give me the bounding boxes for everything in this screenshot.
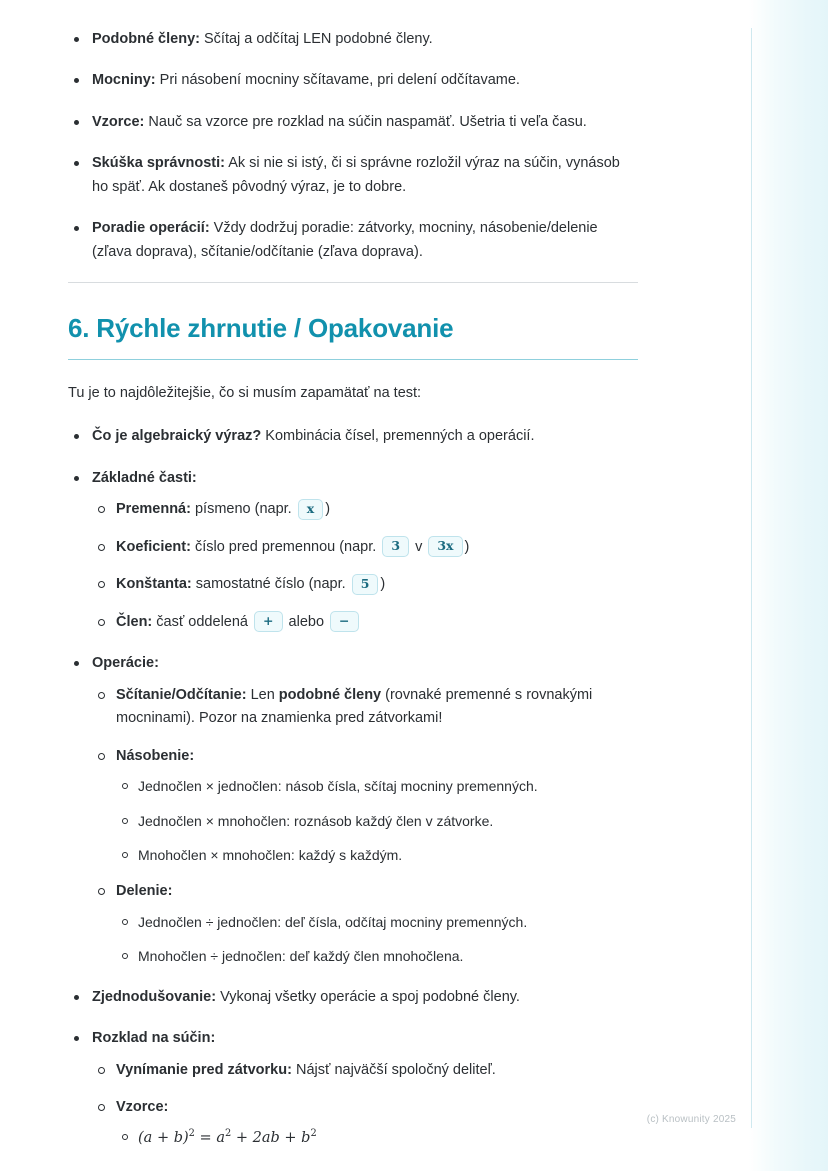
basics-sublist	[92, 498, 638, 634]
multiplication-sublist	[116, 775, 638, 866]
addition-text-1: Len	[246, 686, 279, 703]
tip-term: Vzorce:	[92, 113, 145, 130]
division-sublist	[116, 911, 638, 968]
konstanta-text: samostatné číslo (napr.	[191, 576, 346, 593]
konstanta-term: Konštanta:	[116, 576, 192, 593]
list-item	[92, 684, 638, 731]
list-item	[68, 217, 638, 264]
summary-term: Čo je algebraický výraz?	[92, 428, 262, 445]
list-item	[68, 111, 638, 134]
tip-term: Mocniny:	[92, 72, 156, 89]
factoring-term: Rozklad na súčin:	[92, 1030, 216, 1047]
formula-square-of-sum: $(a + b)^2 = a^2 + 2ab + b^2$	[138, 1128, 317, 1147]
coefficient-chip-term: 3x	[428, 536, 462, 557]
addition-emphasis: podobné členy	[278, 686, 382, 703]
koeficient-term: Koeficient:	[116, 538, 191, 555]
list-item	[92, 611, 638, 634]
list-item: Jednočlen × mnohočlen: roznásob každý člen v zátvorke.	[116, 810, 638, 832]
coefficient-chip-number: 3	[382, 536, 409, 557]
list-item: Mnohočlen × mnohočlen: každý s každým.	[116, 844, 638, 866]
list-item: Jednočlen ÷ jednočlen: deľ čísla, odčítaj mocniny premenných.	[116, 911, 638, 933]
list-item	[68, 1027, 638, 1151]
factor-out-term: Vynímanie pred zátvorku:	[116, 1061, 292, 1078]
premenna-term: Premenná:	[116, 501, 191, 518]
koeficient-text: číslo pred premennou (napr.	[190, 538, 377, 555]
list-item	[92, 880, 638, 967]
list-item	[68, 152, 638, 199]
plus-chip: +	[254, 611, 282, 632]
list-item: Jednočlen × jednočlen: násob čísla, sčítaj mocniny premenných.	[116, 775, 638, 797]
section-divider	[68, 282, 638, 283]
list-item	[92, 498, 638, 521]
tip-text: Pri násobení mocniny sčítavame, pri delení odčítavame.	[155, 72, 520, 89]
premenna-close: )	[325, 501, 331, 518]
tip-text: Nauč sa vzorce pre rozklad na súčin naspamäť. Ušetria ti veľa času.	[144, 113, 587, 130]
section-title: 6. Rýchle zhrnutie / Opakovanie	[68, 313, 454, 344]
list-item	[92, 536, 638, 559]
list-item	[68, 467, 638, 634]
tip-text: Vždy dodržuj poradie: zátvorky, mocniny, násobenie/delenie (zľava doprava), sčítanie/odčítanie (zľava doprava).	[92, 220, 598, 260]
clen-mid: alebo	[288, 613, 325, 630]
simplify-text: Vykonaj všetky operácie a spoj podobné členy.	[216, 988, 520, 1005]
tip-text: Ak si nie si istý, či si správne rozložil výraz na súčin, vynásob ho späť. Ak dostaneš pôvodný výraz, je to dobre.	[92, 155, 620, 195]
list-item	[92, 573, 638, 596]
list-item	[116, 1126, 638, 1150]
division-term: Delenie:	[116, 883, 173, 900]
factor-out-text: Nájsť najväčší spoločný deliteľ.	[291, 1061, 496, 1078]
addition-text-2: (rovnaké premenné s rovnakými mocninami). Pozor na znamienka pred zátvorkami!	[116, 686, 593, 727]
page-right-divider-line	[751, 28, 752, 1128]
koeficient-mid: v	[415, 538, 423, 555]
tip-text: Sčítaj a odčítaj LEN podobné členy.	[199, 31, 433, 47]
list-item	[68, 28, 638, 51]
list-item	[68, 986, 638, 1009]
section-intro-paragraph: Tu je to najdôležitejšie, čo si musím zapamätať na test:	[68, 385, 422, 402]
constant-chip: 5	[352, 574, 379, 595]
list-item	[92, 1096, 638, 1151]
list-item	[68, 652, 638, 967]
konstanta-close: )	[380, 576, 386, 593]
summary-term: Základné časti:	[92, 469, 197, 486]
list-item	[92, 1059, 638, 1082]
operations-term: Operácie:	[92, 655, 159, 672]
addition-term: Sčítanie/Odčítanie:	[116, 686, 247, 703]
formulas-sublist	[116, 1126, 638, 1150]
formulas-term: Vzorce:	[116, 1099, 169, 1115]
clen-text: časť oddelená	[152, 613, 248, 630]
copyright-note: (c) Knowunity 2025	[646, 1114, 736, 1125]
summary-list	[68, 425, 638, 1150]
page-right-gradient-strip	[744, 0, 828, 1171]
variable-chip: x	[298, 499, 323, 520]
section-title-underline	[68, 359, 638, 361]
tip-term: Podobné členy:	[92, 31, 200, 47]
koeficient-close: )	[464, 538, 470, 555]
simplify-term: Zjednodušovanie:	[92, 988, 217, 1005]
tips-list	[68, 28, 638, 264]
operations-sublist	[92, 684, 638, 968]
premenna-text: písmeno (napr.	[190, 501, 292, 518]
list-item	[68, 425, 638, 448]
document-content	[68, 28, 638, 1169]
multiplication-term: Násobenie:	[116, 747, 195, 764]
summary-text: Kombinácia čísel, premenných a operácií.	[261, 428, 535, 445]
minus-chip: −	[330, 611, 358, 632]
list-item	[68, 69, 638, 92]
factoring-sublist	[92, 1059, 638, 1151]
clen-term: Člen:	[116, 613, 153, 630]
list-item: Mnohočlen ÷ jednočlen: deľ každý člen mnohočlena.	[116, 945, 638, 967]
tip-term: Skúška správnosti:	[92, 155, 225, 172]
tip-term: Poradie operácií:	[92, 220, 210, 237]
list-item	[92, 745, 638, 867]
